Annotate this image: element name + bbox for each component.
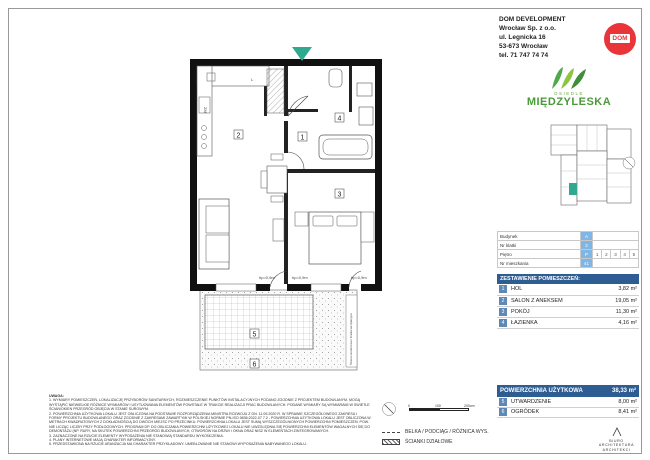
apartment-info-table <box>497 231 639 268</box>
info-label: Nr mieszkania <box>498 259 581 268</box>
total-area <box>497 385 639 397</box>
room-no-1: 1 <box>300 134 305 142</box>
estate-sub: OSIEDLE <box>553 91 584 96</box>
info-row-floor <box>498 250 639 259</box>
room-name: HOL <box>509 284 599 295</box>
note-item: 4. PLANY INTERNETOWE MAJĄ CHARAKTER INFORMACYJNY. <box>49 438 156 443</box>
floor-level-1: 1 <box>593 250 602 259</box>
estate-logo <box>524 65 614 115</box>
room-no-2: 2 <box>236 132 241 140</box>
company-city: 53-673 Wrocław <box>499 43 548 50</box>
total-value: 38,33 m² <box>611 388 636 394</box>
fridge-label: ZM <box>203 107 208 113</box>
floor-plan-drawing <box>9 9 409 389</box>
info-label: Budynek <box>498 232 581 241</box>
north-arrow-icon <box>381 401 397 417</box>
info-label: Nr klatki <box>498 241 581 250</box>
extra-name: OGRÓDEK <box>509 407 599 417</box>
architect-stamp <box>594 427 639 452</box>
room-name: ŁAZIENKA <box>509 317 599 328</box>
terrace-area <box>205 295 313 349</box>
dining-table <box>267 166 287 193</box>
room-no-badge: 1 <box>499 285 507 293</box>
architect-line: ARCHITEKCI <box>602 447 631 452</box>
floor-level-4: 4 <box>620 250 629 259</box>
notes-title: UWAGA: <box>49 394 64 398</box>
estate-name: MIĘDZYLESKA <box>526 96 612 108</box>
extra-row <box>497 397 639 407</box>
scale-label-200: 200cm <box>464 404 475 408</box>
extra-no-badge: 6 <box>499 408 507 416</box>
extra-no-badge: 5 <box>499 398 507 406</box>
room-row <box>497 317 639 328</box>
company-name: DOM DEVELOPMENT <box>499 16 566 23</box>
room-area: 3,82 m² <box>599 284 639 295</box>
legend <box>382 427 489 447</box>
dom-logo-text: DOM <box>612 35 628 42</box>
extras-table <box>497 397 639 418</box>
note-item: 5. PRZEDSTAWIONA NA RZUCIE ARANŻACJA MA CHARAKTER PRZYKŁADOWY. UMEBLOWANIE NIE STANOWI WYPOSAŻENIA NABYWANEGO LOKALU. <box>49 442 307 447</box>
note-item: 1. WYMIARY POMIESZCZEŃ, LOKALIZACJĘ PRZYBORÓW SANITARNYCH, ROZMIESZCZENIE PUNKTÓW INSTALACYJNYCH PODANO ZGODNIE Z PROJEKTEM BUDOWLANYM. MOGĄ WYSTĄPIĆ NIEWIELKIE RÓŻNICE WYMIARÓW I USYTUOWANIA ELEMENTÓW POWSTAŁE W TRAKCIE REALIZACJI PRAC BUDOWLANYCH. PODANE WYMIARY SĄ WYMIARAMI W SWIETLE ŚCIAN/OKIEN PRZEGRÓD OBJĘCIA W STANIE SUROWYM. <box>49 398 370 412</box>
floor-plan <box>9 9 409 389</box>
kitchen-l-label: L <box>251 77 254 82</box>
info-value: 2 <box>580 241 592 250</box>
architect-logo-icon <box>612 427 622 437</box>
room-name: POKÓJ <box>509 306 599 317</box>
room-name: SALON Z ANEKSEM <box>509 295 599 306</box>
floor-level-2: 2 <box>602 250 611 259</box>
entrance-arrow <box>292 47 312 61</box>
room-no-5: 5 <box>252 331 257 339</box>
info-value: 41 <box>580 259 592 268</box>
tv-cabinet <box>273 219 284 241</box>
partition-swatch <box>382 439 400 445</box>
info-label: Piętro <box>498 250 581 259</box>
company-phone: tel. 71 747 74 74 <box>499 52 549 59</box>
wardrobe <box>267 69 284 113</box>
key-plan <box>547 115 637 230</box>
company-info <box>499 15 609 60</box>
extra-area: 8,41 m² <box>599 407 639 417</box>
legend-item <box>382 437 489 447</box>
info-row-building <box>498 232 639 241</box>
plan-sheet <box>8 8 642 454</box>
extra-area: 8,00 m² <box>599 397 639 407</box>
extra-name: UTWARDZENIE <box>509 397 599 407</box>
scale-label-100: 100 <box>435 404 441 408</box>
legend-label: ŚCIANKI DZIAŁOWE <box>405 439 453 445</box>
floor-level-3: 3 <box>611 250 620 259</box>
extra-row <box>497 407 639 417</box>
note-item: 3. ZAZNACZONE NA RZUCIE ELEMENTY WYPOSAŻENIA NIE STANOWIĄ STANDARDU WYKOŃCZENIA. <box>49 433 224 438</box>
notes <box>49 394 371 447</box>
beam-swatch <box>382 432 400 433</box>
vent-strip-label: Ściana szczelinowa / Kratka wentylacyjna <box>349 313 353 365</box>
dom-logo <box>604 23 636 55</box>
architect-line: BIURO <box>609 438 624 443</box>
scale-label-0: 0 <box>408 404 410 408</box>
legend-label: BELKA / PODCIĄG / RÓŻNICA WYS. <box>405 429 489 435</box>
room-no-4: 4 <box>337 115 342 123</box>
legend-item <box>382 427 489 437</box>
height-tag-2: hp=0,9m <box>292 275 308 280</box>
room-no-badge: 4 <box>499 319 507 327</box>
room-area: 4,16 m² <box>599 317 639 328</box>
company-entity: Wrocław Sp. z o.o. <box>499 25 556 32</box>
height-tag-1: hp=0,9m <box>259 275 275 280</box>
room-row <box>497 284 639 295</box>
room-row <box>497 295 639 306</box>
toilet <box>329 69 342 87</box>
architect-line: ARCHITEKTURA <box>598 443 635 447</box>
washing-machine <box>357 83 372 96</box>
room-no-6: 6 <box>252 361 257 369</box>
rooms-table <box>497 284 639 329</box>
total-label: POWIERZCHNIA UŻYTKOWA <box>500 388 583 394</box>
company-street: ul. Legnicka 16 <box>499 34 546 41</box>
note-item: 2. POWIERZCHNIA UŻYTKOWA LOKALU JEST OBLICZONA NA PODSTAWIE ROZPORZĄDZENIA MINISTRA ROZWOJU Z DN. 11.09.2020 R. W SPRAWIE SZCZEGÓŁOWEGO ZAKRESU I FORMY PROJEKTU BUDOWLANEGO ORAZ ZGODNIE Z ZAKRESAMI ZAWARTYMI W POLSKIEJ NORMIE PN-ISO 9836:2022-07 7.2 - POWIERZCHNIA UŻYTKOWA LOKALU JEST OBLICZONA W METRACH KWADRATOWYCH Z DOKŁADNOŚCIĄ DO DWÓCH MIEJSC PO PRZECINKU. POWIERZCHNIA LOKALU JEST SUMĄ WYSZCZEGÓLNIONYCH POWIERZCHNI POMIESZCZEŃ. POW. NIE LICZĄC LICZBY PRZY PODŁOGOWYCH. PROGRAM DP. DO OBLICZANIA POWIERZCHNI UŻYTKOWEJ LOKALU NIE UWZGLĘDNIA SIĘ POWIERZCHNI ELEMENTÓW WAGALNYCH SIĘ DO DEMONTAŻU (NP. RURY, NA SKUTEK POWIERZCHNI PRZEGRÓD BUDOWLANYCH, OTWORÓW NA DRZWI I OKNA ORAZ NISZ W ELEMENTACH ZINTEGROWANYCH. <box>49 411 371 434</box>
room-area: 19,05 m² <box>599 295 639 306</box>
info-value: A <box>580 232 592 241</box>
floor-level-5: 5 <box>629 250 638 259</box>
estate-leaf-icon <box>549 65 589 91</box>
washbasin <box>359 107 373 125</box>
info-row-apartment <box>498 259 639 268</box>
room-no-3: 3 <box>337 191 342 199</box>
floor-level-p: P <box>580 250 592 259</box>
room-area: 11,30 m² <box>599 306 639 317</box>
room-row <box>497 306 639 317</box>
rooms-title: ZESTAWIENIE POMIESZCZEŃ: <box>497 274 639 284</box>
height-tag-3: hp=0,9m <box>351 275 367 280</box>
key-plan-drawing <box>547 115 637 230</box>
scale-bar <box>408 404 475 416</box>
bathtub <box>319 135 372 159</box>
room-no-badge: 3 <box>499 308 507 316</box>
info-row-staircase <box>498 241 639 250</box>
room-no-badge: 2 <box>499 297 507 305</box>
